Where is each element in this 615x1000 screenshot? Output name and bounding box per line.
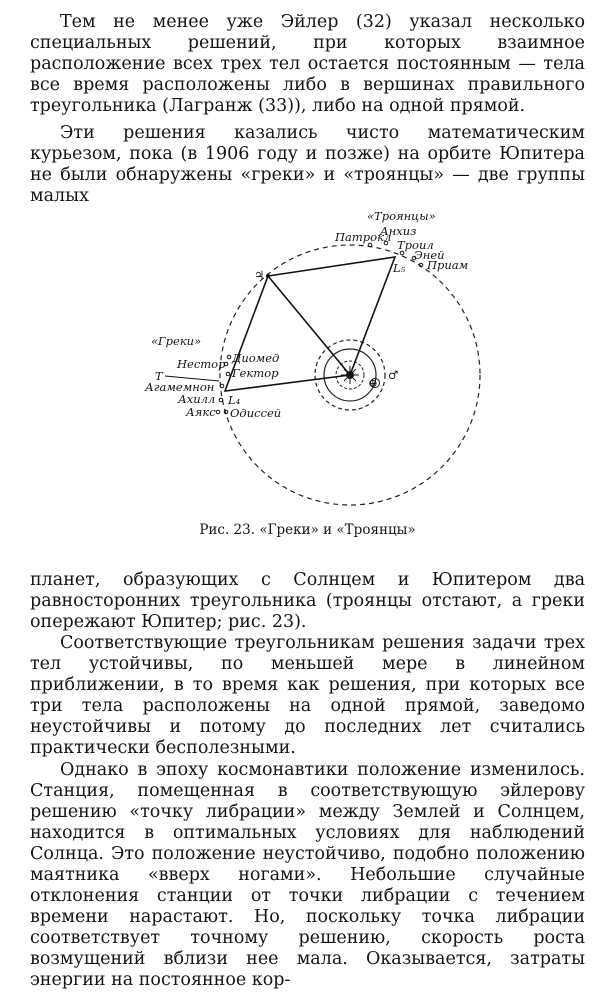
t-label: T xyxy=(155,369,163,383)
paragraph-cosmonautics: Однако в эпоху космонавтики положение изменилось. Станция, помещенная в соответствующую эйлерову решению «точку либрации» между Землей и Солнцем, находится в оптимальных условиях для наблюдений Солнца. Это положение неустойчиво, подобно положению маятника «вверх ногами». Небольшие случайные отклонения станции от точки либрации с течением времени нарастают. Но, поскольку точка либрации соответствует точному решению, скорость роста возмущений вблизи нее мала. Оказывается, затраты энергии на постоянное кор- xyxy=(30,760,585,990)
l5-label: L₅ xyxy=(393,261,406,275)
paragraph-triangles: планет, образующих с Солнцем и Юпитером два равносторонних треугольника (троянцы отстают, а греки опережают Юпитер; рис. 23). xyxy=(30,570,585,632)
jupiter-symbol: ♃ xyxy=(254,268,265,282)
greek-achilles: Ахилл xyxy=(178,392,216,406)
figure-caption: Рис. 23. «Греки» и «Троянцы» xyxy=(199,522,416,538)
earth-symbol: ⊕ xyxy=(368,376,378,390)
greek-dot-hector xyxy=(226,372,230,376)
trojan-anchises: Анхиз xyxy=(380,224,417,238)
trojan-aeneas: Эней xyxy=(414,248,445,262)
trojans-group-label: «Троянцы» xyxy=(367,209,436,223)
greek-dot-ajax xyxy=(216,410,220,414)
greek-dot-diomedes xyxy=(227,355,231,359)
l4-label: L₄ xyxy=(228,393,241,407)
greek-nestor: Нестор xyxy=(177,357,226,371)
greek-dot-achilles xyxy=(219,398,223,402)
greek-agamemnon: Агамемнон xyxy=(145,380,215,394)
figure-trojans-greeks xyxy=(125,205,500,510)
jupiter-dot xyxy=(266,274,270,278)
paragraph-euler: Тем не менее уже Эйлер (32) указал несколько специальных решений, при которых взаимное расположение всех трех тел остается постоянным — тела все время расположены либо в вершинах правильного треугольника (Лагранж (33)), либо на одной прямой. xyxy=(30,12,585,116)
trojan-patroclus: Патрокл xyxy=(335,230,392,244)
trojan-priam: Приам xyxy=(427,258,469,272)
paragraph-trojans-intro: Эти решения казались чисто математическим курьезом, пока (в 1906 году и позже) на орбите Юпитера не были обнаружены «греки» и «троянцы» — две группы малых xyxy=(30,123,585,206)
greek-odysseus: Одиссей xyxy=(230,406,282,420)
trojan-troilus: Троил xyxy=(397,238,434,252)
greek-hector: Гектор xyxy=(232,366,279,380)
mars-symbol: ♂ xyxy=(388,368,399,382)
paragraph-stability: Соответствующие треугольникам решения задачи трех тел устойчивы, по меньшей мере в линейном приближении, в то время как решения, при которых все три тела расположены на одной прямой, заведомо неустойчивы и потому до последних лет считались практически бесполезными. xyxy=(30,633,585,758)
greek-ajax: Аякс xyxy=(186,405,216,419)
greeks-group-label: «Греки» xyxy=(151,334,202,348)
greek-diomedes: Диомед xyxy=(232,351,280,365)
